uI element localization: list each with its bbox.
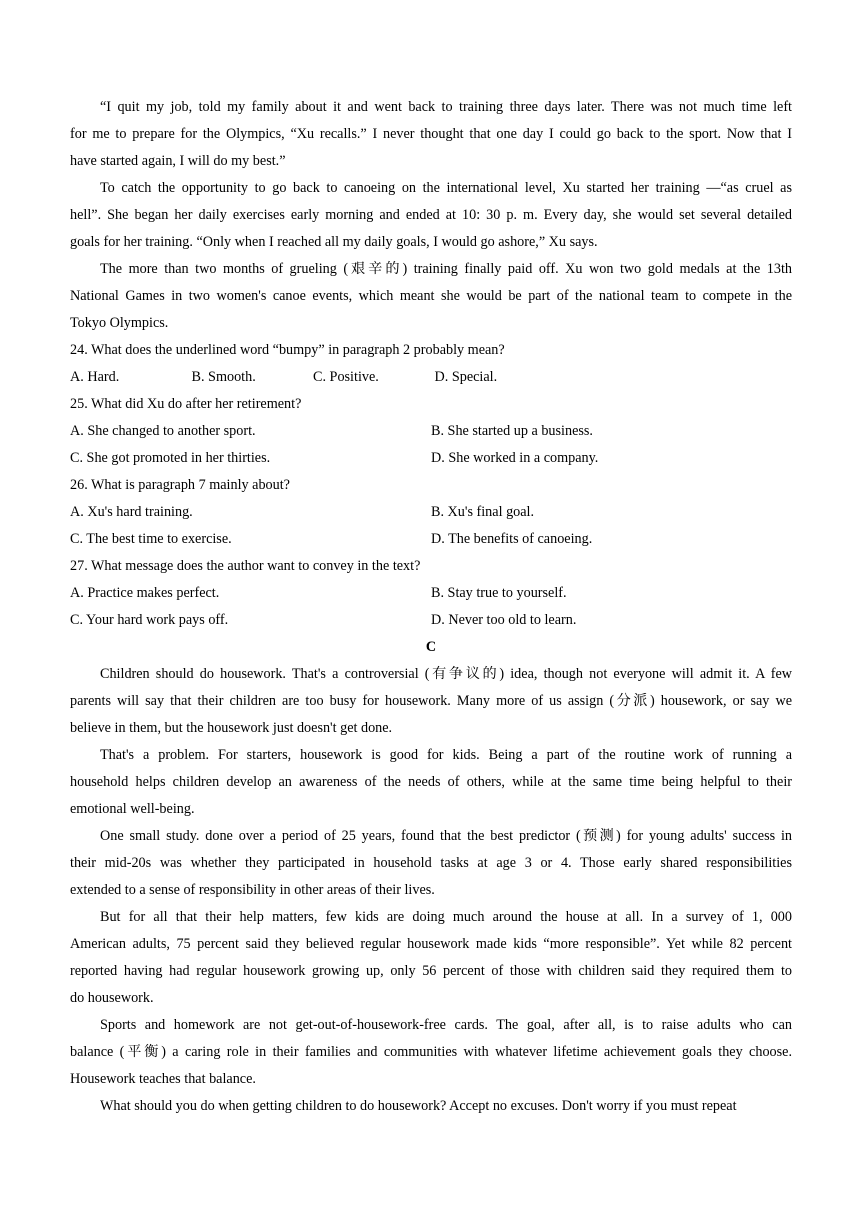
text-line: emotional well-being. — [70, 801, 195, 817]
text-line: hell”. She began her daily exercises early morning and ended at 10: 30 p. m. Every day, she would set several detailed — [70, 207, 792, 223]
text-line: To catch the opportunity to go back to canoeing on the international level, Xu started her training —“as cruel as — [100, 180, 792, 196]
text-line: goals for her training. “Only when I reached all my daily goals, I would go ashore,” Xu says. — [70, 234, 598, 250]
text-line: have started again, I will do my best.” — [70, 153, 286, 169]
option: A. She changed to another sport. — [70, 423, 256, 439]
text-line: their mid-20s was whether they participated in household tasks at age 3 or 4. Those early shared responsibilities — [70, 855, 792, 871]
text-line: parents will say that their children are too busy for housework. Many more of us assign (分派) housework, or say we — [70, 693, 792, 709]
option: B. She started up a business. — [431, 423, 593, 439]
options-row — [70, 364, 792, 391]
options-row — [70, 418, 792, 445]
text-line: balance (平衡) a caring role in their families and communities with whatever lifetime achievement goals they choose. — [70, 1044, 792, 1060]
option: D. The benefits of canoeing. — [431, 531, 593, 547]
option: C. The best time to exercise. — [70, 531, 232, 547]
text-line: That's a problem. For starters, housework is good for kids. Being a part of the routine work of running a — [100, 747, 792, 763]
option: B. Xu's final goal. — [431, 504, 535, 520]
text-line: Children should do housework. That's a controversial (有争议的) idea, though not everyone will admit it. A few — [100, 666, 792, 682]
text-line: Tokyo Olympics. — [70, 315, 169, 331]
text-line: extended to a sense of responsibility in other areas of their lives. — [70, 882, 435, 898]
option: B. Stay true to yourself. — [431, 585, 567, 601]
text-line: What should you do when getting children to do housework? Accept no excuses. Don't worry if you must repeat — [100, 1098, 737, 1114]
options-row — [70, 607, 792, 634]
text-line: American adults, 75 percent said they believed regular housework made kids “more responsible”. Yet while 82 percent — [70, 936, 792, 952]
text-line: Housework teaches that balance. — [70, 1071, 256, 1087]
option: D. Never too old to learn. — [431, 612, 577, 628]
text-line: One small study. done over a period of 25 years, found that the best predictor (预测) for young adults' success in — [100, 828, 792, 844]
text-line: National Games in two women's canoe events, which meant she would be part of the national team to compete in the — [70, 288, 792, 304]
section-heading: C — [425, 639, 437, 655]
question-stem: 27. What message does the author want to convey in the text? — [70, 558, 421, 574]
options-row — [70, 499, 792, 526]
question-stem: 24. What does the underlined word “bumpy” in paragraph 2 probably mean? — [70, 342, 505, 358]
text-line: Sports and homework are not get-out-of-housework-free cards. The goal, after all, is to raise adults who can — [100, 1017, 792, 1033]
text-line: for me to prepare for the Olympics, “Xu recalls.” I never thought that one day I could go back to the sport. Now that I — [70, 126, 792, 142]
text-line: household helps children develop an awareness of the needs of others, while at the same time being helpful to their — [70, 774, 792, 790]
text-line: But for all that their help matters, few kids are doing much around the house at all. In a survey of 1, 000 — [100, 909, 792, 925]
text-line: The more than two months of grueling (艰辛的) training finally paid off. Xu won two gold medals at the 13th — [100, 261, 792, 277]
document-page — [70, 94, 792, 1120]
option: D. Special. — [434, 369, 498, 385]
option: B. Smooth. — [191, 369, 256, 385]
text-line: “I quit my job, told my family about it and went back to training three days later. There was not much time left — [100, 99, 792, 115]
option: D. She worked in a company. — [431, 450, 599, 466]
text-line: reported having had regular housework growing up, only 56 percent of those with children said they required them to — [70, 963, 792, 979]
question-stem: 26. What is paragraph 7 mainly about? — [70, 477, 290, 493]
options-row — [70, 526, 792, 553]
options-row — [70, 445, 792, 472]
text-line: believe in them, but the housework just doesn't get done. — [70, 720, 393, 736]
option: A. Xu's hard training. — [70, 504, 193, 520]
text-line: do housework. — [70, 990, 154, 1006]
option: C. Positive. — [313, 369, 379, 385]
option: A. Hard. — [70, 369, 120, 385]
option: C. She got promoted in her thirties. — [70, 450, 271, 466]
question-stem: 25. What did Xu do after her retirement? — [70, 396, 302, 412]
option: C. Your hard work pays off. — [70, 612, 229, 628]
options-row — [70, 580, 792, 607]
option: A. Practice makes perfect. — [70, 585, 220, 601]
